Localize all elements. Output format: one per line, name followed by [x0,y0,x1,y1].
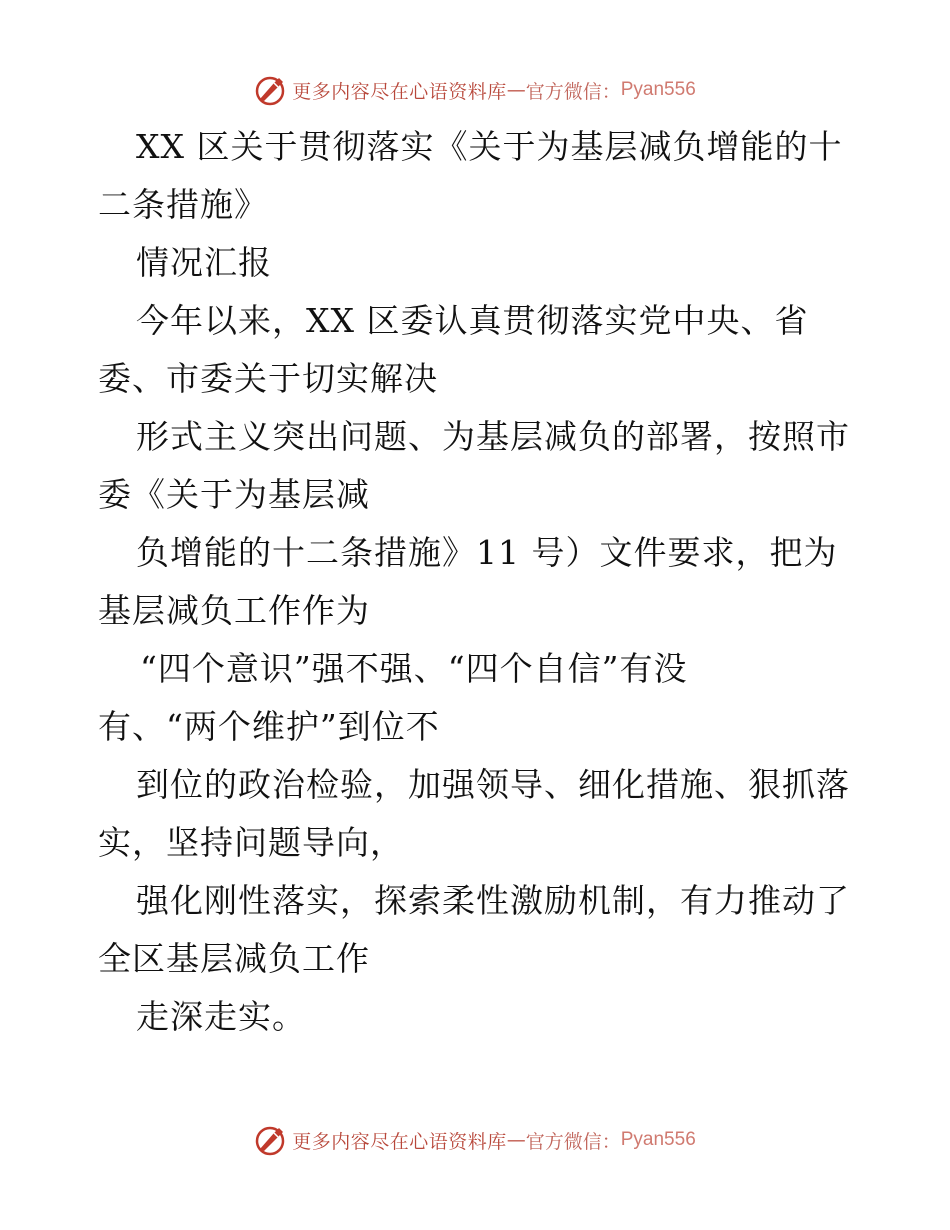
paragraph-line: 今年以来，XX 区委认真贯彻落实党中央、省 [136,301,809,340]
paragraph-line: 全区基层减负工作 [98,939,370,978]
footer-banner [0,1120,950,1160]
paragraph-line: 实，坚持问题导向， [98,823,404,862]
paragraph-line: 强化刚性落实，探索柔性激励机制，有力推动了 [136,881,850,920]
paragraph-line: 委《关于为基层减 [98,475,370,514]
subtitle-line: 情况汇报 [136,243,272,282]
banner-wechat-id: Pyan556 [620,1129,696,1150]
banner-wechat-label: 官方微信： [525,80,621,103]
paragraph-line: 负增能的十二条措施》11 号）文件要求，把为 [136,533,838,572]
paragraph-line: 基层减负工作作为 [98,591,370,630]
paragraph-line: 到位的政治检验，加强领导、细化措施、狠抓落 [136,765,850,804]
banner-main-text: 更多内容尽在心语资料库 [292,1130,507,1153]
pen-logo-icon [254,1123,288,1157]
paragraph-line: “四个意识”强不强、“四个自信”有没 [140,649,688,688]
banner-dash: — [506,1129,526,1151]
paragraph-line: 有、“两个维护”到位不 [98,707,440,746]
banner-wechat-id: Pyan556 [620,79,696,100]
paragraph-line: 走深走实。 [136,997,306,1036]
paragraph-line: 形式主义突出问题、为基层减负的部署，按照市 [136,417,850,456]
paragraph-line: 委、市委关于切实解决 [98,359,438,398]
title-line-2: 二条措施》 [98,185,268,224]
banner-wechat-label: 官方微信： [525,1130,621,1153]
banner-dash: — [506,79,526,101]
banner-main-text: 更多内容尽在心语资料库 [292,80,507,103]
title-line-1: XX 区关于贯彻落实《关于为基层减负增能的十 [136,127,843,166]
